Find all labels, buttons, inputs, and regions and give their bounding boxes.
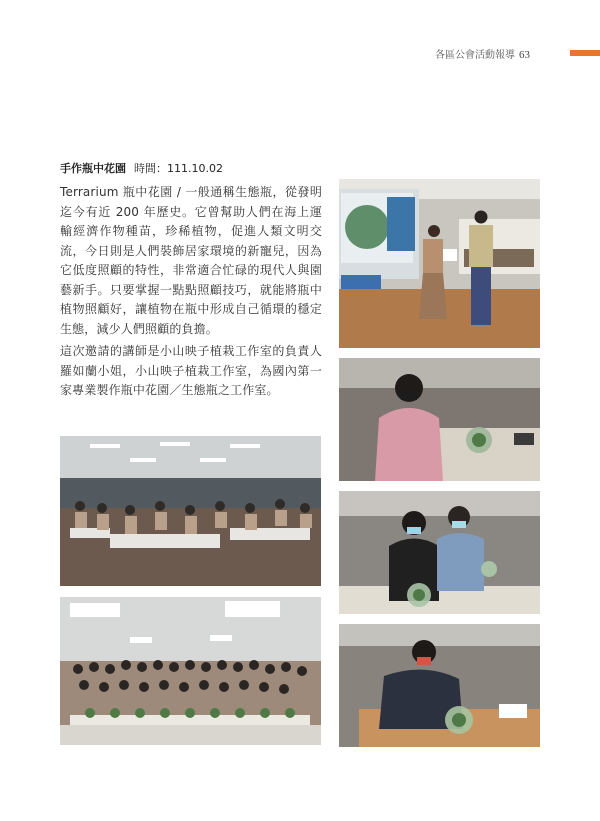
classroom-scene-icon xyxy=(60,436,321,586)
person-scene-icon xyxy=(339,491,540,614)
page-number: 63 xyxy=(519,49,530,61)
article-title xyxy=(60,160,223,176)
workshop-hall-photo xyxy=(60,436,321,586)
group-photo xyxy=(60,597,321,745)
person-scene-icon xyxy=(339,624,540,747)
body-paragraph-1 xyxy=(60,183,322,339)
speaker-photo xyxy=(339,179,540,348)
paragraph-text: 這次邀請的講師是小山映子植栽工作室的負責人羅如蘭小姐，小山映子植栽工作室，為國內第一家專業製作瓶中花園／生態瓶之工作室。 xyxy=(60,344,322,397)
article-heading: 手作瓶中花園 xyxy=(60,162,126,175)
presentation-scene-icon xyxy=(339,179,540,348)
section-title: 各區公會活動報導 xyxy=(435,50,515,61)
person-scene-icon xyxy=(339,358,540,481)
group-scene-icon xyxy=(60,597,321,745)
participant-photo-1 xyxy=(339,358,540,481)
participant-photo-3 xyxy=(339,624,540,747)
accent-bar xyxy=(570,50,600,56)
running-header xyxy=(435,46,530,61)
body-paragraph-2 xyxy=(60,342,322,401)
participant-photo-2 xyxy=(339,491,540,614)
paragraph-text: Terrarium 瓶中花園 / 一般通稱生態瓶，從發明迄今有近 200 年歷史。它曾幫助人們在海上運輸經濟作物種苗，珍稀植物，促進人類文明交流，今日則是人們裝飾居家環境的新寵兒，因為它低度照顧的特性，非常適合忙碌的現代人與園藝新手。只要掌握一點點照顧技巧，就能將瓶中植物照顧好，讓植物在瓶中形成自己循環的穩定生態，減少人們照顧的負擔。 xyxy=(60,185,322,336)
article-date: 時間：111.10.02 xyxy=(134,162,223,175)
